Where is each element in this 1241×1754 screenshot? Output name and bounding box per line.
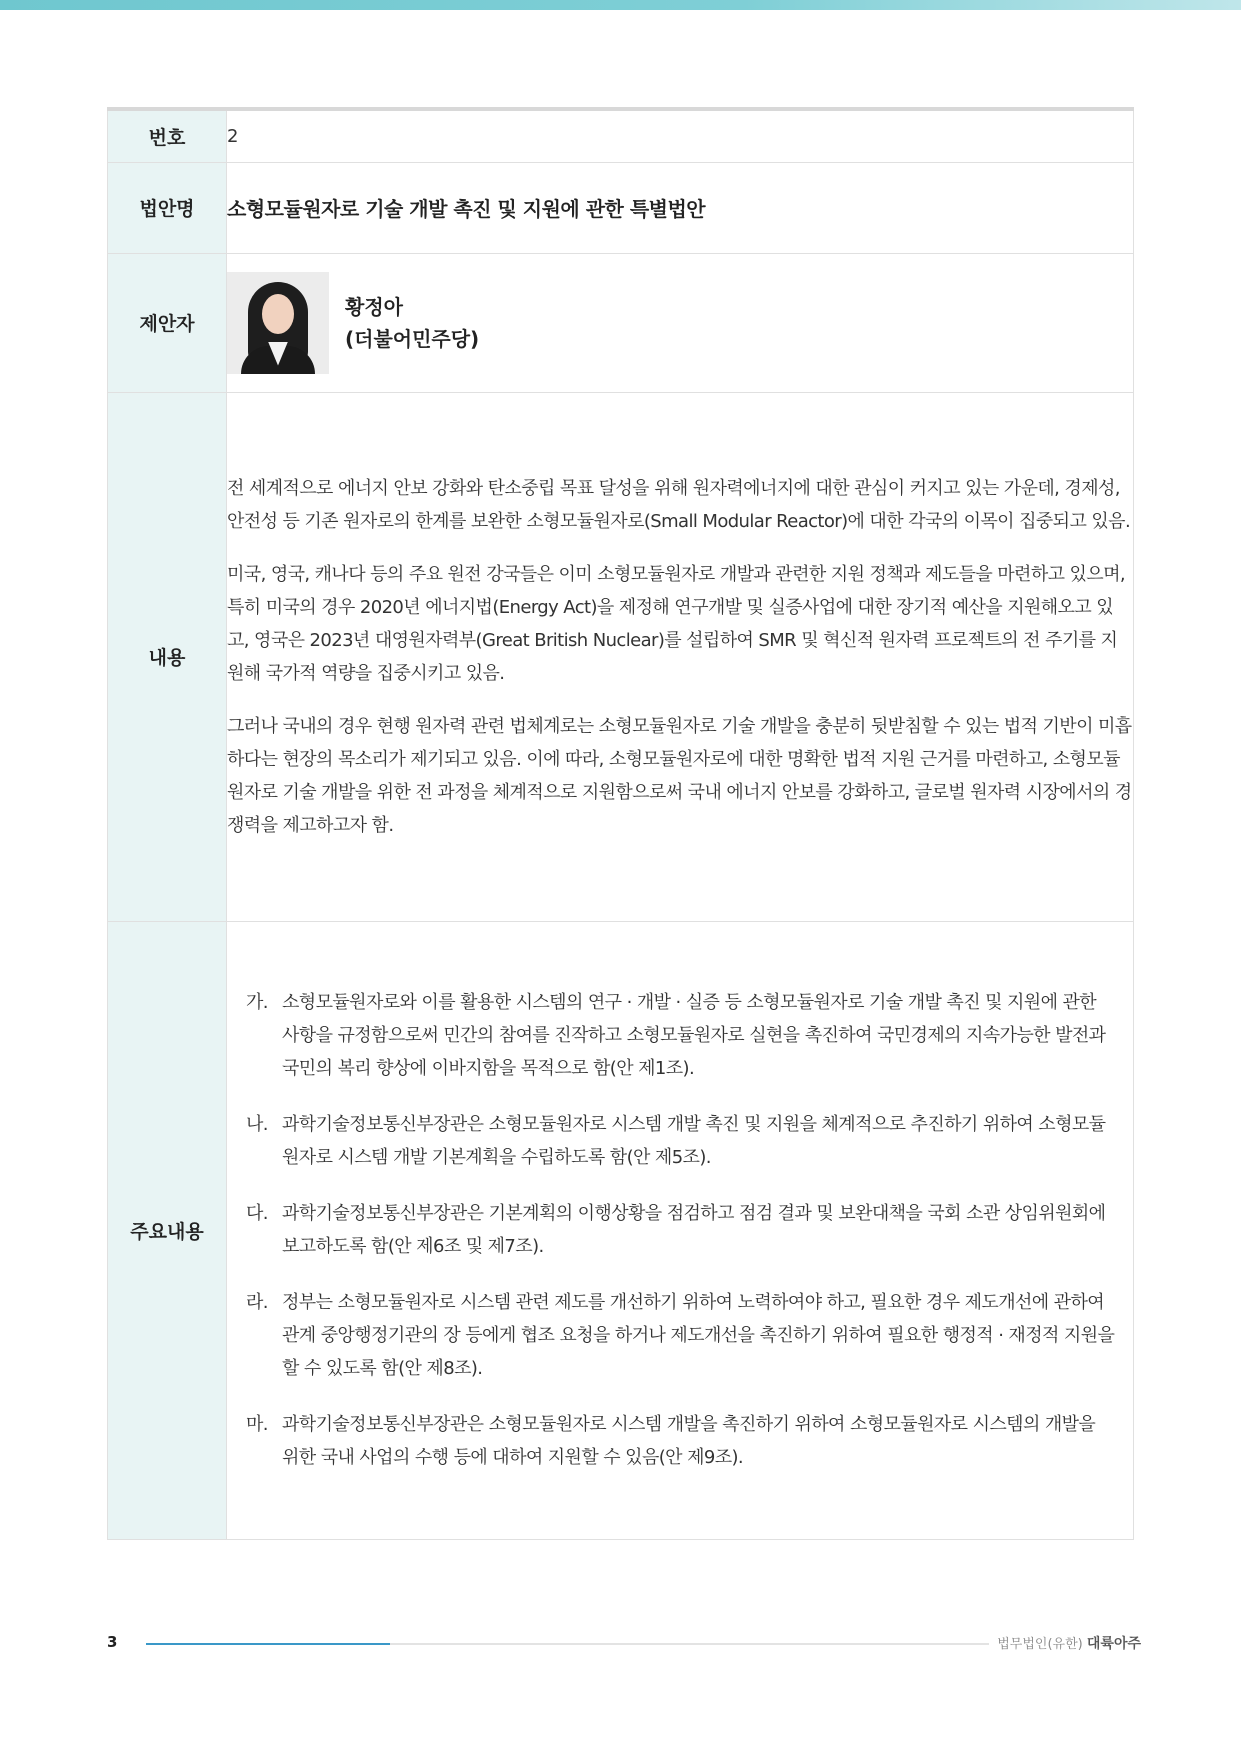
label-content: 내용 [108, 392, 227, 921]
list-item-marker: 나. [246, 1114, 268, 1135]
list-item [246, 1197, 1115, 1263]
content-paragraph-1: 전 세계적으로 에너지 안보 강화와 탄소중립 목표 달성을 위해 원자력에너지에 대한 관심이 커지고 있는 가운데, 경제성, 안전성 등 기존 원자로의 한계를 보완한 소형모듈원자로(Small Modular Reactor)에 대한 각국의 이목이 집중되고 있음. [227, 477, 1131, 532]
main-content-list [246, 986, 1115, 1474]
bill-table [107, 107, 1134, 1540]
row-bill-name [108, 162, 1134, 253]
content-paragraph-2: 미국, 영국, 캐나다 등의 주요 원전 강국들은 이미 소형모듈원자로 개발과 관련한 지원 정책과 제도들을 마련하고 있으며, 특히 미국의 경우 2020년 에너지법(Energy Act)을 제정해 연구개발 및 실증사업에 대한 장기적 예산을 지원해오고 있고, 영국은 2023년 대영원자력부(Great British Nuclear)를 설립하여 SMR 및 혁신적 원자력 프로젝트의 전 주기를 지원해 국가적 역량을 집중시키고 있음. [227, 563, 1126, 684]
content-paragraph-3: 그러나 국내의 경우 현행 원자력 관련 법체계로는 소형모듈원자로 기술 개발을 충분히 뒷받침할 수 있는 법적 기반이 미흡하다는 현장의 목소리가 제기되고 있음. 이에 따라, 소형모듈원자로에 대한 명확한 법적 지원 근거를 마련하고, 소형모듈원자로 기술 개발을 위한 전 과정을 체계적으로 지원함으로써 국내 에너지 안보를 강화하고, 글로벌 원자력 시장에서의 경쟁력을 제고하고자 함. [227, 715, 1132, 836]
footer-divider-accent [146, 1643, 390, 1645]
list-item [246, 986, 1115, 1085]
row-content [108, 392, 1134, 921]
list-item-text: 소형모듈원자로와 이를 활용한 시스템의 연구 · 개발 · 실증 등 소형모듈원자로 기술 개발 촉진 및 지원에 관한 사항을 규정함으로써 민간의 참여를 진작하고 소형모듈원자로 실현을 촉진하여 국민경제의 지속가능한 발전과 국민의 복리 향상에 이바지함을 목적으로 함(안 제1조). [282, 992, 1106, 1079]
list-item-text: 과학기술정보통신부장관은 소형모듈원자로 시스템 개발 촉진 및 지원을 체계적으로 추진하기 위하여 소형모듈원자로 시스템 개발 기본계획을 수립하도록 함(안 제5조). [282, 1114, 1106, 1168]
proposer-party: (더불어민주당) [345, 326, 480, 351]
proposer-photo [227, 272, 329, 374]
firm-prefix: 법무법인(유한) [997, 1637, 1083, 1652]
list-item-marker: 라. [246, 1292, 268, 1313]
list-item [246, 1108, 1115, 1174]
row-number [108, 109, 1134, 162]
list-item [246, 1408, 1115, 1474]
list-item-marker: 가. [246, 992, 268, 1013]
label-main-content: 주요내용 [108, 921, 227, 1539]
firm-name: 대륙아주 [1086, 1636, 1141, 1652]
page-number: 3 [107, 1633, 118, 1651]
list-item-text: 과학기술정보통신부장관은 소형모듈원자로 시스템 개발을 촉진하기 위하여 소형모듈원자로 시스템의 개발을 위한 국내 사업의 수행 등에 대하여 지원할 수 있음(안 제9조). [282, 1414, 1096, 1468]
value-number: 2 [227, 109, 1134, 162]
row-main-content [108, 921, 1134, 1539]
label-proposer: 제안자 [108, 253, 227, 392]
list-item-marker: 다. [246, 1203, 268, 1224]
footer-divider [146, 1643, 989, 1645]
value-proposer-cell [227, 253, 1134, 392]
row-proposer [108, 253, 1134, 392]
footer-firm-name [997, 1633, 1141, 1653]
list-item-text: 과학기술정보통신부장관은 기본계획의 이행상황을 점검하고 점검 결과 및 보완대책을 국회 소관 상임위원회에 보고하도록 함(안 제6조 및 제7조). [282, 1203, 1106, 1257]
list-item-marker: 마. [246, 1414, 268, 1435]
value-content-cell [227, 392, 1134, 921]
bill-title: 소형모듈원자로 기술 개발 촉진 및 지원에 관한 특별법안 [227, 197, 706, 221]
top-accent-bar [0, 0, 1241, 10]
proposer-block [227, 272, 1133, 374]
value-bill-name-cell [227, 162, 1134, 253]
proposer-info [345, 291, 479, 355]
label-bill-name: 법안명 [108, 162, 227, 253]
list-item [246, 1286, 1115, 1385]
list-item-text: 정부는 소형모듈원자로 시스템 관련 제도를 개선하기 위하여 노력하여야 하고, 필요한 경우 제도개선에 관하여 관계 중앙행정기관의 장 등에게 협조 요청을 하거나 제도개선을 촉진하기 위하여 필요한 행정적 · 재정적 지원을 할 수 있도록 함(안 제8조). [282, 1292, 1115, 1379]
label-number: 번호 [108, 109, 227, 162]
value-main-content-cell [227, 921, 1134, 1539]
proposer-name: 황정아 [345, 294, 403, 319]
